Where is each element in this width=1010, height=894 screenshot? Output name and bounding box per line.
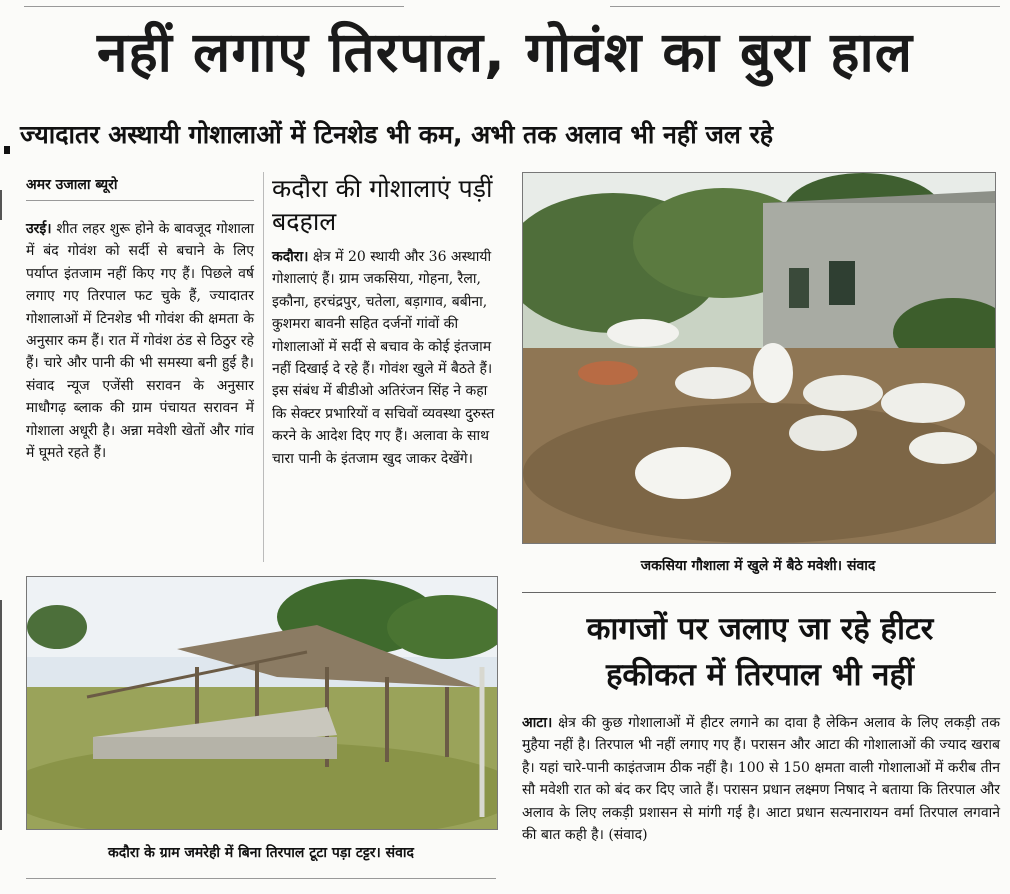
byline-rule (26, 200, 254, 201)
top-rule-right (610, 6, 1000, 7)
photo2-caption: कदौरा के ग्राम जमरेही में बिना तिरपाल टूटा पड़ा टट्टर। संवाद (108, 845, 414, 861)
lead-paragraph (26, 218, 254, 464)
lead-text: शीत लहर शुरू होने के बावजूद गोशाला में बंद गोवंश को सर्दी से बचाने के लिए पर्याप्त इंतजाम नहीं किए गए हैं। पिछले वर्ष लगाए गए तिरपाल फट चुके हैं, ज्यादातर गोशालाओं में टिनशेड भी गोवंश की क्षमता के अनुसार कम हैं। रात में गोवंश ठंड से ठिठुर रहे हैं। चारे और पानी की भी समस्या बनी हुई है। संवाद न्यूज एजेंसी सरावन के अनुसार माधौगढ़ ब्लाक की ग्राम पंचायत सरावन में गोशाला अधूरी है। अन्ना मवेशी खेतों और गांव में घूमते रहते हैं। (26, 221, 254, 462)
section2-heading-line1: कागजों पर जलाए जा रहे हीटर (586, 611, 934, 647)
cattle-photo-illustration (523, 173, 995, 543)
byline: अमर उजाला ब्यूरो (26, 177, 118, 193)
column-divider (263, 172, 264, 562)
left-edge-mark (0, 190, 2, 220)
section1-dateline: कदौरा। (272, 249, 309, 265)
lead-dateline: उरई। (26, 221, 52, 237)
section2-paragraph (522, 712, 1000, 846)
shelter-photo-illustration (27, 577, 497, 829)
section2-top-rule (522, 592, 996, 593)
top-rule-left (24, 6, 404, 7)
subheadline: ज्यादातर अस्थायी गोशालाओं में टिनशेड भी कम, अभी तक अलाव भी नहीं जल रहे (20, 120, 774, 149)
headline: नहीं लगाए तिरपाल, गोवंश का बुरा हाल (96, 20, 914, 84)
section1-heading: कदौरा की गोशालाएं पड़ीं बदहाल (272, 174, 493, 236)
subhead-bullet (4, 146, 10, 154)
section2-dateline: आटा। (522, 715, 553, 731)
left-edge-mark (0, 600, 2, 830)
section2-heading (520, 606, 1000, 698)
bottom-rule (26, 878, 496, 879)
photo-broken-shelter (26, 576, 498, 830)
photo1-caption: जकसिया गौशाला में खुले में बैठे मवेशी। संवाद (640, 558, 876, 574)
section2-heading-line2: हकीकत में तिरपाल भी नहीं (605, 657, 915, 693)
section1-paragraph (272, 246, 496, 470)
section2-text: क्षेत्र की कुछ गोशालाओं में हीटर लगाने का दावा है लेकिन अलाव के लिए लकड़ी तक मुहैया नहीं है। तिरपाल भी नहीं लगाए गए हैं। परासन और आटा की गोशालाओं की ज्याद खराब है। यहां चारे-पानी काइंतजाम ठीक नहीं है। 100 से 150 क्षमता वाली गोशालाओं में करीब तीन सौ मवेशी रात को बंद कर दिए जाते हैं। परासन प्रधान लक्ष्मण निषाद ने बताया कि तिरपाल और अलाव के लिए लकड़ी प्रशासन से मांगी गई है। आटा प्रधान सत्यनारायन वर्मा तिरपाल लगवाने की बात कही है। (संवाद) (522, 715, 1000, 844)
photo-cattle-gaushala (522, 172, 996, 544)
section1-text: क्षेत्र में 20 स्थायी और 36 अस्थायी गोशालाएं हैं। ग्राम जकसिया, गोहना, रैला, इकौना, हरचंद्रपुर, चतेला, बड़ागाव, बबीना, कुशमरा बावनी सहित दर्जनों गांवों की गोशालाओं में सर्दी से बचाव के कोई इंतजाम नहीं दिखाई दे रहे हैं। गोवंश खुले में बैठते हैं। इस संबंध में बीडीओ अतिरंजन सिंह ने कहा कि सेक्टर प्रभारियों व सचिवों व्यवस्था दुरुस्त करने के आदेश दिए गए हैं। अलावा के साथ चारा पानी के इंतजाम खुद जाकर देखेंगे। (272, 249, 495, 467)
